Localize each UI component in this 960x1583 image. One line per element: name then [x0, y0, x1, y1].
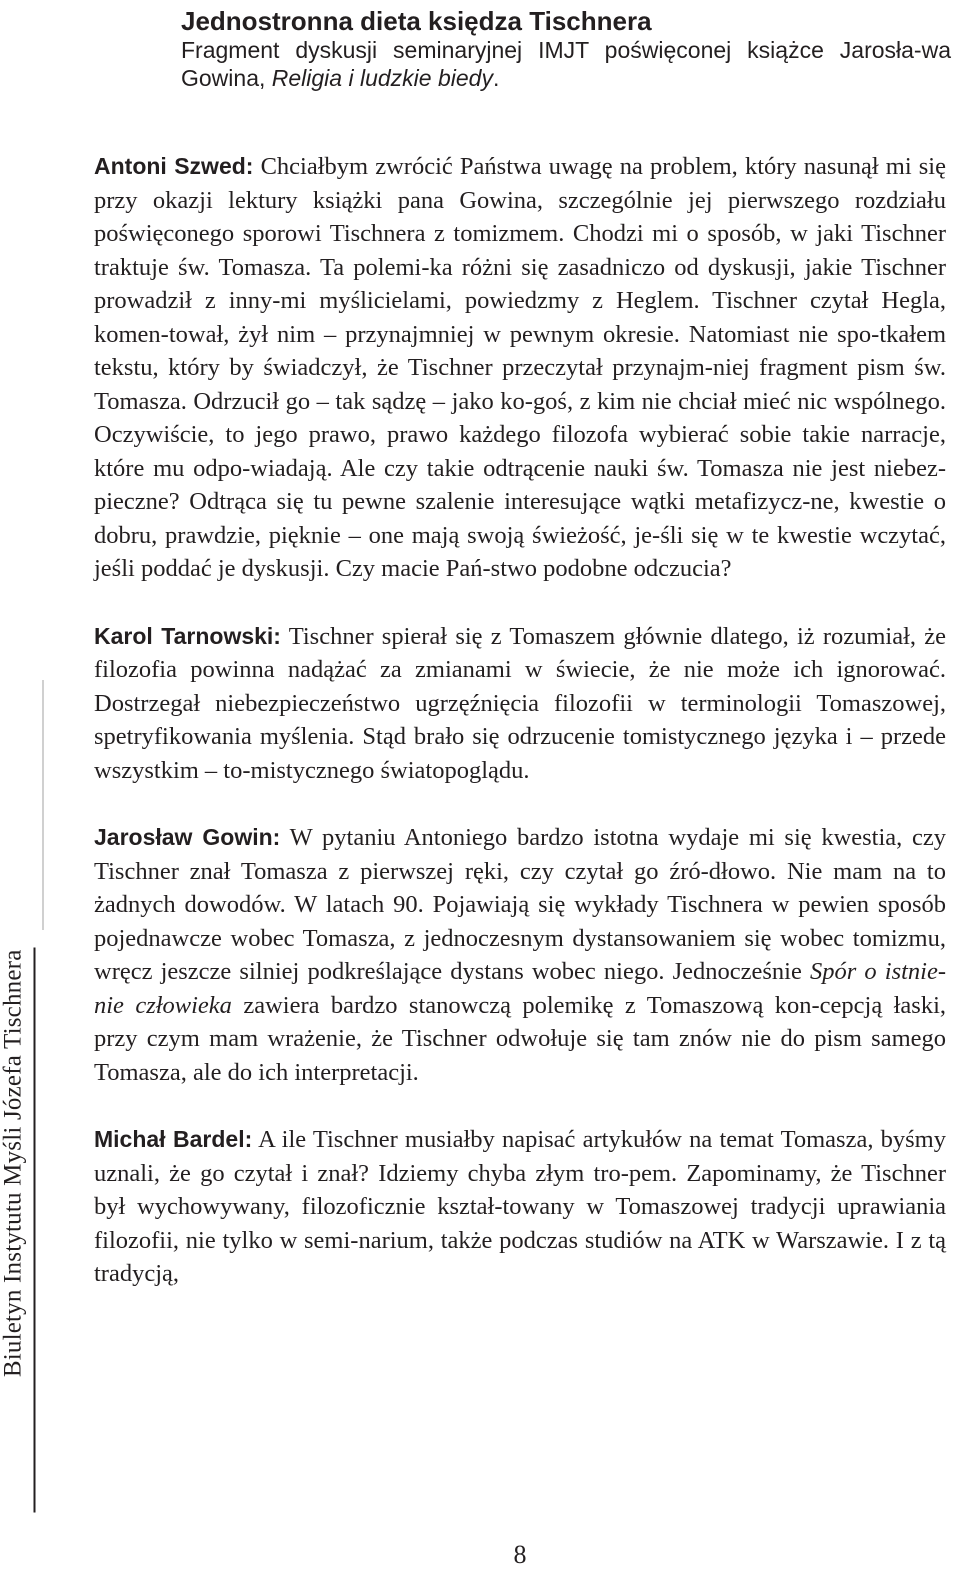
article-title: Jednostronna dieta księdza Tischnera: [181, 6, 652, 36]
sidebar-rule: [42, 680, 44, 930]
paragraph-gowin: [94, 821, 946, 1089]
paragraph-tarnowski: [94, 620, 946, 788]
subtitle-text: Fragment dyskusji seminaryjnej IMJT poświęconej książce Jarosła-wa Gowina,: [181, 37, 951, 91]
journal-sidebar: Biuletyn Instytutu Myśli Józefa Tischnera: [0, 948, 36, 1513]
book-title: Religia i ludzkie biedy: [271, 65, 493, 91]
paragraph-szwed: [94, 150, 946, 586]
book-title-italic: Spór o istnie-nie człowieka: [94, 958, 947, 1019]
speaker-name: Michał Bardel:: [94, 1126, 253, 1152]
speaker-name: Karol Tarnowski:: [94, 622, 281, 649]
subtitle-end: .: [492, 65, 500, 91]
article-subtitle: [181, 36, 951, 92]
paragraph-text-after: zawiera bardzo stanowczą polemikę z Tomaszową kon-cepcją łaski, przy czym mam wrażenie, że Tischner odwołuje się tam znów nie do pism samego Tomasza, ale do ich interpretacji.: [94, 991, 947, 1086]
paragraph-text: Chciałbym zwrócić Państwa uwagę na problem, który nasunął mi się przy okazji lektury książki pana Gowina, szczególnie jej pierwszego rozdziału poświęconego sporowi Tischnera z tomizmem. Chodzi mi o sposób, w jaki Tischner traktuje św. Tomasza. Ta polemi-ka różni się zasadniczo od dyskusji, jakie Tischner prowadził z inny-mi myślicielami, powiedzmy z Heglem. Tischner czytał Hegla, komen-tował, żył nim – przynajmniej w pewnym okresie. Natomiast nie spo-tkałem tekstu, który by świadczył, że Tischner przeczytał przynajm-niej fragment pism św. Tomasza. Odrzucił go – tak sądzę – jako ko-goś, z kim nie chciał mieć nic wspólnego. Oczywiście, to jego prawo, prawo każdego filozofa wybierać sobie takie narracje, które mu odpo-wiadają. Ale czy takie odtrącenie nauki św. Tomasza nie jest niebez-pieczne? Odtrąca się tu pewne szalenie interesujące wątki metafizycz-ne, kwestie o dobru, prawdzie, pięknie – one mają swoją świeżość, je-śli się w te kwestie wczytać, jeśli poddać je dyskusji. Czy macie Pań-stwo podobne odczucia?: [94, 153, 946, 582]
page-number: 8: [513, 1540, 527, 1569]
paragraph-bardel: [94, 1123, 946, 1291]
speaker-name: Jarosław Gowin:: [94, 824, 281, 850]
article-body: [94, 150, 946, 1325]
speaker-name: Antoni Szwed:: [94, 153, 254, 179]
article-header: [181, 6, 951, 92]
paragraph-text: W pytaniu Antoniego bardzo istotna wydaje mi się kwestia, czy Tischner znał Tomasza z pierwszej ręki, czy czytał go źró-dłowo. Nie mam na to żadnych dowodów. W latach 90. Pojawiają się wykłady Tischnera w pewien sposób pojednawcze wobec Tomasza, z jednoczesnym dystansowaniem się wobec tomizmu, wręcz jeszcze silniej podkreślające dystans wobec niego. Jednocześnie: [94, 824, 947, 985]
paragraph-text: Tischner spierał się z Tomaszem głównie dlatego, iż rozumiał, że filozofia powinna nadążać za zmianami w świecie, że nie może ich ignorować. Dostrzegał niebezpieczeństwo ugrzęźnięcia filozofii w terminologii Tomaszowej, spetryfikowania myślenia. Stąd brało się odrzucenie tomistycznego języka i – przede wszystkim – to-mistycznego światopoglądu.: [94, 622, 946, 784]
paragraph-text: A ile Tischner musiałby napisać artykułów na temat Tomasza, byśmy uznali, że go czytał i znał? Idziemy chyba złym tro-pem. Zapominamy, że Tischner był wychowywany, filozoficznie kształ-towany w Tomaszowej tradycji uprawiania filozofii, nie tylko w semi-narium, także podczas studiów na ATK w Warszawie. I z tą tradycją,: [94, 1126, 946, 1287]
